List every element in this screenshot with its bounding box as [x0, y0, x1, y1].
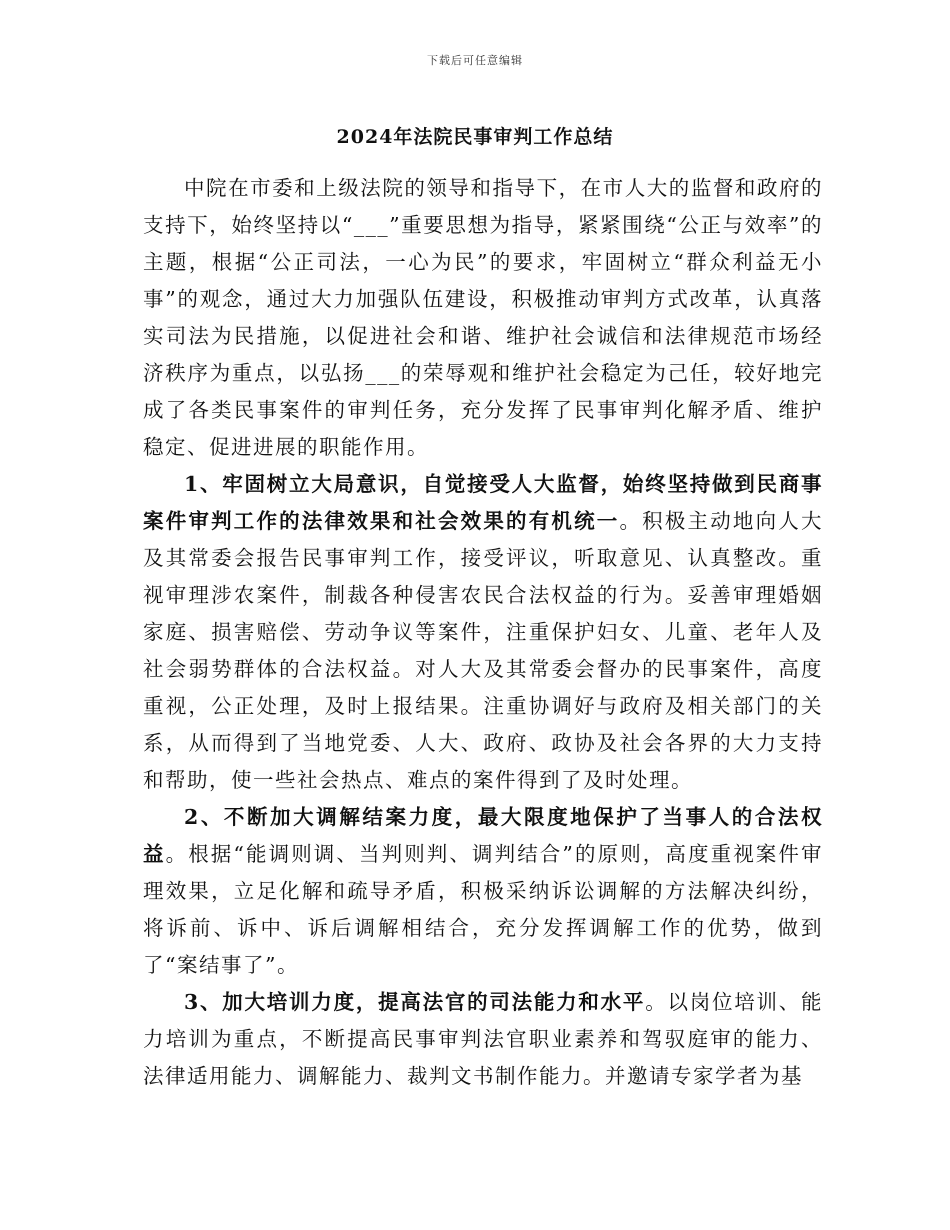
document-body — [143, 170, 823, 1095]
paragraph-text: 。以岗位培训、能力培训为重点，不断提高民事审判法官职业素养和驾驭庭审的能力、法律适用能力、调解能力、裁判文书制作能力。并邀请专家学者为基 — [143, 990, 824, 1088]
document-title: 2024年法院民事审判工作总结 — [336, 126, 614, 148]
paragraph-text: 。根据“能调则调、当判则判、调判结合”的原则，高度重视案件审理效果，立足化解和疏导矛盾，积极采纳诉讼调解的方法解决纠纷，将诉前、诉中、诉后调解相结合，充分发挥调解工作的优势，做到了“案结事了”。 — [143, 842, 823, 977]
paragraph-lead: 2、不断加大调解结案力度，最大限度地保护了当事人的合法权益 — [143, 805, 823, 866]
paragraph-section-3 — [143, 984, 823, 1095]
paragraph-text: 。积极主动地向人大及其常委会报告民事审判工作，接受评议，听取意见、认真整改。重视审理涉农案件，制裁各种侵害农民合法权益的行为。妥善审理婚姻家庭、损害赔偿、劳动争议等案件，注重保护妇女、儿童、老年人及社会弱势群体的合法权益。对人大及其常委会督办的民事案件，高度重视，公正处理，及时上报结果。注重协调好与政府及相关部门的关系，从而得到了当地党委、人大、政府、政协及社会各界的大力支持和帮助，使一些社会热点、难点的案件得到了及时处理。 — [143, 509, 824, 792]
paragraph-lead: 3、加大培训力度，提高法官的司法能力和水平 — [184, 990, 646, 1014]
paragraph-intro — [143, 170, 823, 466]
paragraph-text: 中院在市委和上级法院的领导和指导下，在市人大的监督和政府的支持下，始终坚持以“___”重要思想为指导，紧紧围绕“公正与效率”的主题，根据“公正司法，一心为民”的要求，牢固树立“群众利益无小事”的观念，通过大力加强队伍建设，积极推动审判方式改革，认真落实司法为民措施，以促进社会和谐、维护社会诚信和法律规范市场经济秩序为重点，以弘扬___的荣辱观和维护社会稳定为己任，较好地完成了各类民事案件的审判任务，充分发挥了民事审判化解矛盾、维护稳定、促进进展的职能作用。 — [143, 176, 823, 459]
paragraph-lead: 1、牢固树立大局意识，自觉接受人大监督，始终坚持做到民商事案件审判工作的法律效果和社会效果的有机统一 — [143, 472, 823, 533]
paragraph-section-1 — [143, 466, 823, 799]
paragraph-section-2 — [143, 799, 823, 984]
header-note: 下载后可任意编辑 — [427, 54, 523, 67]
